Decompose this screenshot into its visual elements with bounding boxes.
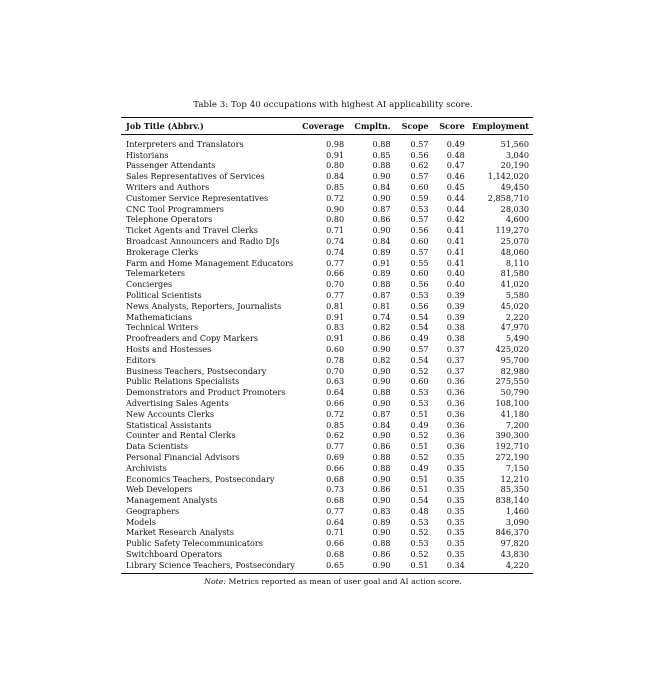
cell-score: 0.39 [446, 300, 465, 311]
cell-job-title: Ticket Agents and Travel Clerks [126, 225, 258, 236]
cell-employment: 47,970 [500, 322, 529, 333]
cell-job-title: Economics Teachers, Postsecondary [126, 473, 275, 484]
table-row [121, 560, 533, 573]
table-row [121, 225, 533, 236]
cell-employment: 20,190 [500, 160, 529, 171]
cell-scope: 0.56 [410, 300, 429, 311]
header-score: Score [431, 118, 467, 135]
cell-scope: 0.51 [410, 408, 429, 419]
cell-employment: 8,110 [505, 257, 529, 268]
table-row [121, 268, 533, 279]
cell-scope: 0.53 [410, 538, 429, 549]
cell-employment: 846,370 [495, 527, 529, 538]
cell-score: 0.41 [446, 246, 465, 257]
cell-job-title: Political Scientists [126, 289, 202, 300]
cell-job-title: Technical Writers [126, 322, 199, 333]
cell-employment: 12,210 [500, 473, 529, 484]
cell-completion: 0.89 [372, 268, 391, 279]
cell-scope: 0.53 [410, 289, 429, 300]
table-row [121, 182, 533, 193]
header-coverage: Coverage [299, 118, 346, 135]
cell-job-title: Data Scientists [126, 441, 189, 452]
table-row [121, 430, 533, 441]
cell-score: 0.35 [446, 451, 465, 462]
table-row [121, 538, 533, 549]
cell-employment: 1,142,020 [487, 171, 529, 182]
header-row [121, 118, 533, 135]
cell-coverage: 0.77 [326, 289, 345, 300]
cell-scope: 0.51 [410, 441, 429, 452]
cell-score: 0.36 [446, 387, 465, 398]
cell-score: 0.45 [446, 181, 465, 192]
table-row [121, 247, 533, 258]
table-row [121, 214, 533, 225]
cell-completion: 0.87 [372, 203, 391, 214]
cell-scope: 0.51 [410, 484, 429, 495]
occupations-table [121, 117, 533, 574]
cell-completion: 0.84 [372, 235, 391, 246]
table-row [121, 398, 533, 409]
cell-job-title: Switchboard Operators [126, 549, 223, 560]
cell-score: 0.36 [446, 430, 465, 441]
cell-scope: 0.60 [410, 268, 429, 279]
occupations-table-container [121, 117, 533, 574]
cell-coverage: 0.81 [326, 300, 345, 311]
cell-coverage: 0.69 [326, 451, 345, 462]
cell-job-title: Sales Representatives of Services [126, 171, 265, 182]
table-row [121, 441, 533, 452]
cell-score: 0.35 [446, 527, 465, 538]
table-body [121, 134, 533, 573]
cell-employment: 3,040 [505, 149, 529, 160]
cell-coverage: 0.66 [326, 538, 345, 549]
cell-score: 0.36 [446, 408, 465, 419]
cell-score: 0.35 [446, 549, 465, 560]
cell-completion: 0.90 [372, 495, 391, 506]
cell-scope: 0.52 [410, 549, 429, 560]
table-row [121, 258, 533, 269]
cell-employment: 28,030 [500, 203, 529, 214]
cell-employment: 272,190 [495, 451, 529, 462]
cell-job-title: Web Developers [126, 484, 193, 495]
table-row [121, 312, 533, 323]
cell-completion: 0.86 [372, 549, 391, 560]
cell-employment: 51,560 [500, 138, 529, 149]
cell-completion: 0.82 [372, 322, 391, 333]
cell-completion: 0.86 [372, 484, 391, 495]
cell-scope: 0.53 [410, 516, 429, 527]
cell-score: 0.37 [446, 354, 465, 365]
cell-employment: 5,580 [505, 289, 529, 300]
cell-completion: 0.81 [372, 300, 391, 311]
cell-score: 0.44 [446, 192, 465, 203]
table-row [121, 344, 533, 355]
cell-completion: 0.82 [372, 354, 391, 365]
cell-scope: 0.51 [393, 560, 431, 573]
cell-completion: 0.86 [372, 333, 391, 344]
cell-scope: 0.60 [410, 181, 429, 192]
cell-completion: 0.90 [372, 365, 391, 376]
cell-employment: 2,220 [505, 311, 529, 322]
table-row [121, 333, 533, 344]
table-note [0, 577, 666, 586]
cell-job-title: Archivists [126, 462, 167, 473]
cell-coverage: 0.66 [326, 268, 345, 279]
table-row [121, 527, 533, 538]
cell-completion: 0.87 [372, 289, 391, 300]
cell-completion: 0.86 [372, 214, 391, 225]
cell-employment: 390,300 [495, 430, 529, 441]
cell-coverage: 0.83 [326, 322, 345, 333]
cell-employment: 2,858,710 [487, 192, 529, 203]
cell-coverage: 0.77 [326, 257, 345, 268]
cell-job-title: Demonstrators and Product Promoters [126, 387, 286, 398]
cell-completion: 0.88 [372, 451, 391, 462]
cell-coverage: 0.80 [326, 214, 345, 225]
cell-coverage: 0.80 [326, 160, 345, 171]
table-row [121, 495, 533, 506]
cell-job-title: Interpreters and Translators [126, 138, 244, 149]
cell-score: 0.48 [446, 149, 465, 160]
cell-scope: 0.57 [410, 138, 429, 149]
table-row [121, 290, 533, 301]
cell-coverage: 0.73 [326, 484, 345, 495]
cell-score: 0.36 [446, 397, 465, 408]
table-row [121, 484, 533, 495]
cell-score: 0.49 [446, 138, 465, 149]
cell-scope: 0.54 [410, 311, 429, 322]
cell-score: 0.41 [446, 235, 465, 246]
cell-employment: 119,270 [495, 225, 529, 236]
cell-scope: 0.60 [410, 376, 429, 387]
cell-scope: 0.49 [410, 419, 429, 430]
cell-employment: 43,830 [500, 549, 529, 560]
cell-scope: 0.62 [410, 160, 429, 171]
cell-coverage: 0.90 [326, 203, 345, 214]
cell-job-title: Business Teachers, Postsecondary [126, 365, 267, 376]
table-row [121, 204, 533, 215]
cell-job-title: Statistical Assistants [126, 419, 212, 430]
cell-score: 0.35 [446, 516, 465, 527]
cell-job-title: Advertising Sales Agents [126, 397, 229, 408]
cell-coverage: 0.62 [326, 430, 345, 441]
cell-scope: 0.59 [410, 192, 429, 203]
cell-scope: 0.52 [410, 451, 429, 462]
cell-completion: 0.88 [372, 462, 391, 473]
table-row [121, 236, 533, 247]
cell-scope: 0.56 [410, 149, 429, 160]
cell-score: 0.40 [446, 279, 465, 290]
cell-score: 0.41 [446, 257, 465, 268]
cell-coverage: 0.77 [326, 505, 345, 516]
cell-coverage: 0.64 [326, 516, 345, 527]
cell-employment: 5,490 [505, 333, 529, 344]
cell-job-title: Geographers [126, 505, 180, 516]
cell-job-title: Passenger Attendants [126, 160, 216, 171]
cell-job-title: Farm and Home Management Educators [126, 257, 294, 268]
cell-job-title: Counter and Rental Clerks [126, 430, 236, 441]
cell-completion: 0.90 [372, 527, 391, 538]
cell-score: 0.44 [446, 203, 465, 214]
table-row [121, 463, 533, 474]
cell-completion: 0.90 [372, 192, 391, 203]
table-row [121, 134, 533, 149]
cell-completion: 0.90 [372, 171, 391, 182]
cell-coverage: 0.72 [326, 192, 345, 203]
cell-job-title: Customer Service Representatives [126, 192, 269, 203]
table-row [121, 150, 533, 161]
cell-coverage: 0.72 [326, 408, 345, 419]
cell-completion: 0.88 [372, 160, 391, 171]
cell-employment: 97,820 [500, 538, 529, 549]
cell-completion: 0.90 [372, 397, 391, 408]
cell-scope: 0.60 [410, 235, 429, 246]
table-row [121, 452, 533, 463]
cell-scope: 0.49 [410, 462, 429, 473]
table-row [121, 355, 533, 366]
cell-score: 0.37 [446, 343, 465, 354]
cell-job-title: Historians [126, 149, 169, 160]
cell-score: 0.39 [446, 311, 465, 322]
cell-scope: 0.56 [410, 225, 429, 236]
table-row [121, 549, 533, 560]
cell-employment: 95,700 [500, 354, 529, 365]
cell-job-title: Public Safety Telecommunicators [126, 538, 263, 549]
cell-score: 0.38 [446, 322, 465, 333]
cell-employment: 108,100 [495, 397, 529, 408]
header-job-title: Job Title (Abbrv.) [121, 118, 299, 135]
table-row [121, 160, 533, 171]
cell-job-title: Market Research Analysts [126, 527, 234, 538]
cell-coverage: 0.78 [326, 354, 345, 365]
cell-score: 0.42 [446, 214, 465, 225]
table-row [121, 376, 533, 387]
cell-coverage: 0.77 [326, 441, 345, 452]
table-row [121, 474, 533, 485]
cell-job-title: Models [126, 516, 156, 527]
cell-completion: 0.90 [372, 430, 391, 441]
cell-coverage: 0.71 [326, 527, 345, 538]
cell-score: 0.35 [446, 505, 465, 516]
cell-job-title: Public Relations Specialists [126, 376, 240, 387]
note-text: Metrics reported as mean of user goal and AI action score. [228, 577, 462, 586]
cell-coverage: 0.98 [326, 138, 345, 149]
cell-completion: 0.90 [346, 560, 392, 573]
cell-coverage: 0.84 [326, 171, 345, 182]
cell-job-title: News Analysts, Reporters, Journalists [126, 300, 282, 311]
table-row [121, 387, 533, 398]
cell-job-title: Library Science Teachers, Postsecondary [121, 560, 299, 573]
cell-employment: 25,070 [500, 235, 529, 246]
cell-coverage: 0.91 [326, 333, 345, 344]
table-row [121, 193, 533, 204]
cell-score: 0.36 [446, 419, 465, 430]
cell-score: 0.35 [446, 462, 465, 473]
cell-scope: 0.51 [410, 473, 429, 484]
cell-completion: 0.90 [372, 225, 391, 236]
table-row [121, 301, 533, 312]
cell-completion: 0.88 [372, 138, 391, 149]
cell-employment: 3,090 [505, 516, 529, 527]
cell-completion: 0.91 [372, 257, 391, 268]
cell-employment: 81,580 [500, 268, 529, 279]
cell-scope: 0.48 [410, 505, 429, 516]
cell-completion: 0.84 [372, 419, 391, 430]
cell-coverage: 0.68 [326, 473, 345, 484]
table-row [121, 279, 533, 290]
cell-completion: 0.90 [372, 343, 391, 354]
cell-completion: 0.83 [372, 505, 391, 516]
cell-scope: 0.52 [410, 365, 429, 376]
cell-employment: 7,150 [505, 462, 529, 473]
table-caption: Table 3: Top 40 occupations with highest AI applicability score. [193, 100, 473, 110]
cell-score: 0.37 [446, 365, 465, 376]
cell-scope: 0.57 [410, 171, 429, 182]
cell-employment: 4,220 [467, 560, 533, 573]
cell-job-title: Personal Financial Advisors [126, 451, 240, 462]
table-row [121, 517, 533, 528]
cell-score: 0.38 [446, 333, 465, 344]
cell-employment: 41,180 [500, 408, 529, 419]
table-row [121, 409, 533, 420]
cell-employment: 838,140 [495, 495, 529, 506]
cell-completion: 0.90 [372, 473, 391, 484]
table-row [121, 506, 533, 517]
cell-score: 0.34 [431, 560, 467, 573]
cell-scope: 0.49 [410, 333, 429, 344]
cell-coverage: 0.71 [326, 225, 345, 236]
cell-job-title: Mathematicians [126, 311, 193, 322]
cell-score: 0.47 [446, 160, 465, 171]
cell-employment: 7,200 [505, 419, 529, 430]
cell-scope: 0.52 [410, 430, 429, 441]
cell-coverage: 0.64 [326, 387, 345, 398]
note-label: Note: [204, 577, 227, 586]
cell-scope: 0.53 [410, 387, 429, 398]
cell-completion: 0.89 [372, 246, 391, 257]
cell-employment: 275,550 [495, 376, 529, 387]
cell-job-title: Hosts and Hostesses [126, 343, 212, 354]
cell-job-title: Broadcast Announcers and Radio DJs [126, 235, 280, 246]
cell-job-title: New Accounts Clerks [126, 408, 215, 419]
cell-scope: 0.53 [410, 397, 429, 408]
cell-employment: 45,020 [500, 300, 529, 311]
cell-score: 0.35 [446, 473, 465, 484]
cell-coverage: 0.85 [326, 181, 345, 192]
cell-coverage: 0.74 [326, 235, 345, 246]
cell-coverage: 0.65 [299, 560, 346, 573]
header-scope: Scope [393, 118, 431, 135]
cell-coverage: 0.85 [326, 419, 345, 430]
cell-employment: 82,980 [500, 365, 529, 376]
cell-employment: 41,020 [500, 279, 529, 290]
cell-completion: 0.85 [372, 149, 391, 160]
cell-completion: 0.89 [372, 516, 391, 527]
cell-coverage: 0.63 [326, 376, 345, 387]
cell-completion: 0.90 [372, 376, 391, 387]
cell-employment: 50,790 [500, 387, 529, 398]
cell-completion: 0.88 [372, 279, 391, 290]
cell-scope: 0.53 [410, 203, 429, 214]
cell-coverage: 0.74 [326, 246, 345, 257]
table-row [121, 366, 533, 377]
cell-employment: 192,710 [495, 441, 529, 452]
cell-coverage: 0.60 [326, 343, 345, 354]
cell-score: 0.39 [446, 289, 465, 300]
cell-scope: 0.57 [410, 246, 429, 257]
cell-job-title: Brokerage Clerks [126, 246, 199, 257]
cell-job-title: Proofreaders and Copy Markers [126, 333, 258, 344]
cell-job-title: Telemarketers [126, 268, 186, 279]
cell-employment: 48,060 [500, 246, 529, 257]
cell-employment: 4,600 [505, 214, 529, 225]
cell-scope: 0.56 [410, 279, 429, 290]
header-employment: Employment [467, 118, 533, 135]
cell-score: 0.40 [446, 268, 465, 279]
cell-coverage: 0.68 [326, 495, 345, 506]
cell-score: 0.36 [446, 376, 465, 387]
cell-scope: 0.54 [410, 322, 429, 333]
cell-completion: 0.86 [372, 441, 391, 452]
cell-score: 0.41 [446, 225, 465, 236]
cell-score: 0.46 [446, 171, 465, 182]
cell-scope: 0.55 [410, 257, 429, 268]
cell-coverage: 0.70 [326, 279, 345, 290]
cell-job-title: Concierges [126, 279, 173, 290]
cell-coverage: 0.91 [326, 311, 345, 322]
cell-score: 0.35 [446, 538, 465, 549]
cell-score: 0.35 [446, 484, 465, 495]
cell-scope: 0.57 [410, 214, 429, 225]
cell-job-title: Management Analysts [126, 495, 218, 506]
cell-job-title: Writers and Authors [126, 181, 210, 192]
cell-coverage: 0.68 [326, 549, 345, 560]
cell-completion: 0.84 [372, 181, 391, 192]
cell-score: 0.35 [446, 495, 465, 506]
table-row [121, 171, 533, 182]
cell-completion: 0.74 [372, 311, 391, 322]
cell-employment: 85,350 [500, 484, 529, 495]
cell-scope: 0.54 [410, 354, 429, 365]
table-header [121, 118, 533, 135]
cell-job-title: Telephone Operators [126, 214, 213, 225]
cell-scope: 0.52 [410, 527, 429, 538]
header-completion: Cmpltn. [346, 118, 392, 135]
cell-score: 0.36 [446, 441, 465, 452]
cell-employment: 425,020 [495, 343, 529, 354]
cell-employment: 1,460 [505, 505, 529, 516]
cell-job-title: Editors [126, 354, 156, 365]
table-row [121, 420, 533, 431]
cell-coverage: 0.91 [326, 149, 345, 160]
cell-completion: 0.88 [372, 387, 391, 398]
cell-completion: 0.88 [372, 538, 391, 549]
cell-completion: 0.87 [372, 408, 391, 419]
table-row [121, 322, 533, 333]
cell-scope: 0.57 [410, 343, 429, 354]
cell-coverage: 0.70 [326, 365, 345, 376]
cell-employment: 49,450 [500, 181, 529, 192]
cell-coverage: 0.66 [326, 397, 345, 408]
cell-coverage: 0.66 [326, 462, 345, 473]
cell-job-title: CNC Tool Programmers [126, 203, 224, 214]
cell-scope: 0.54 [410, 495, 429, 506]
